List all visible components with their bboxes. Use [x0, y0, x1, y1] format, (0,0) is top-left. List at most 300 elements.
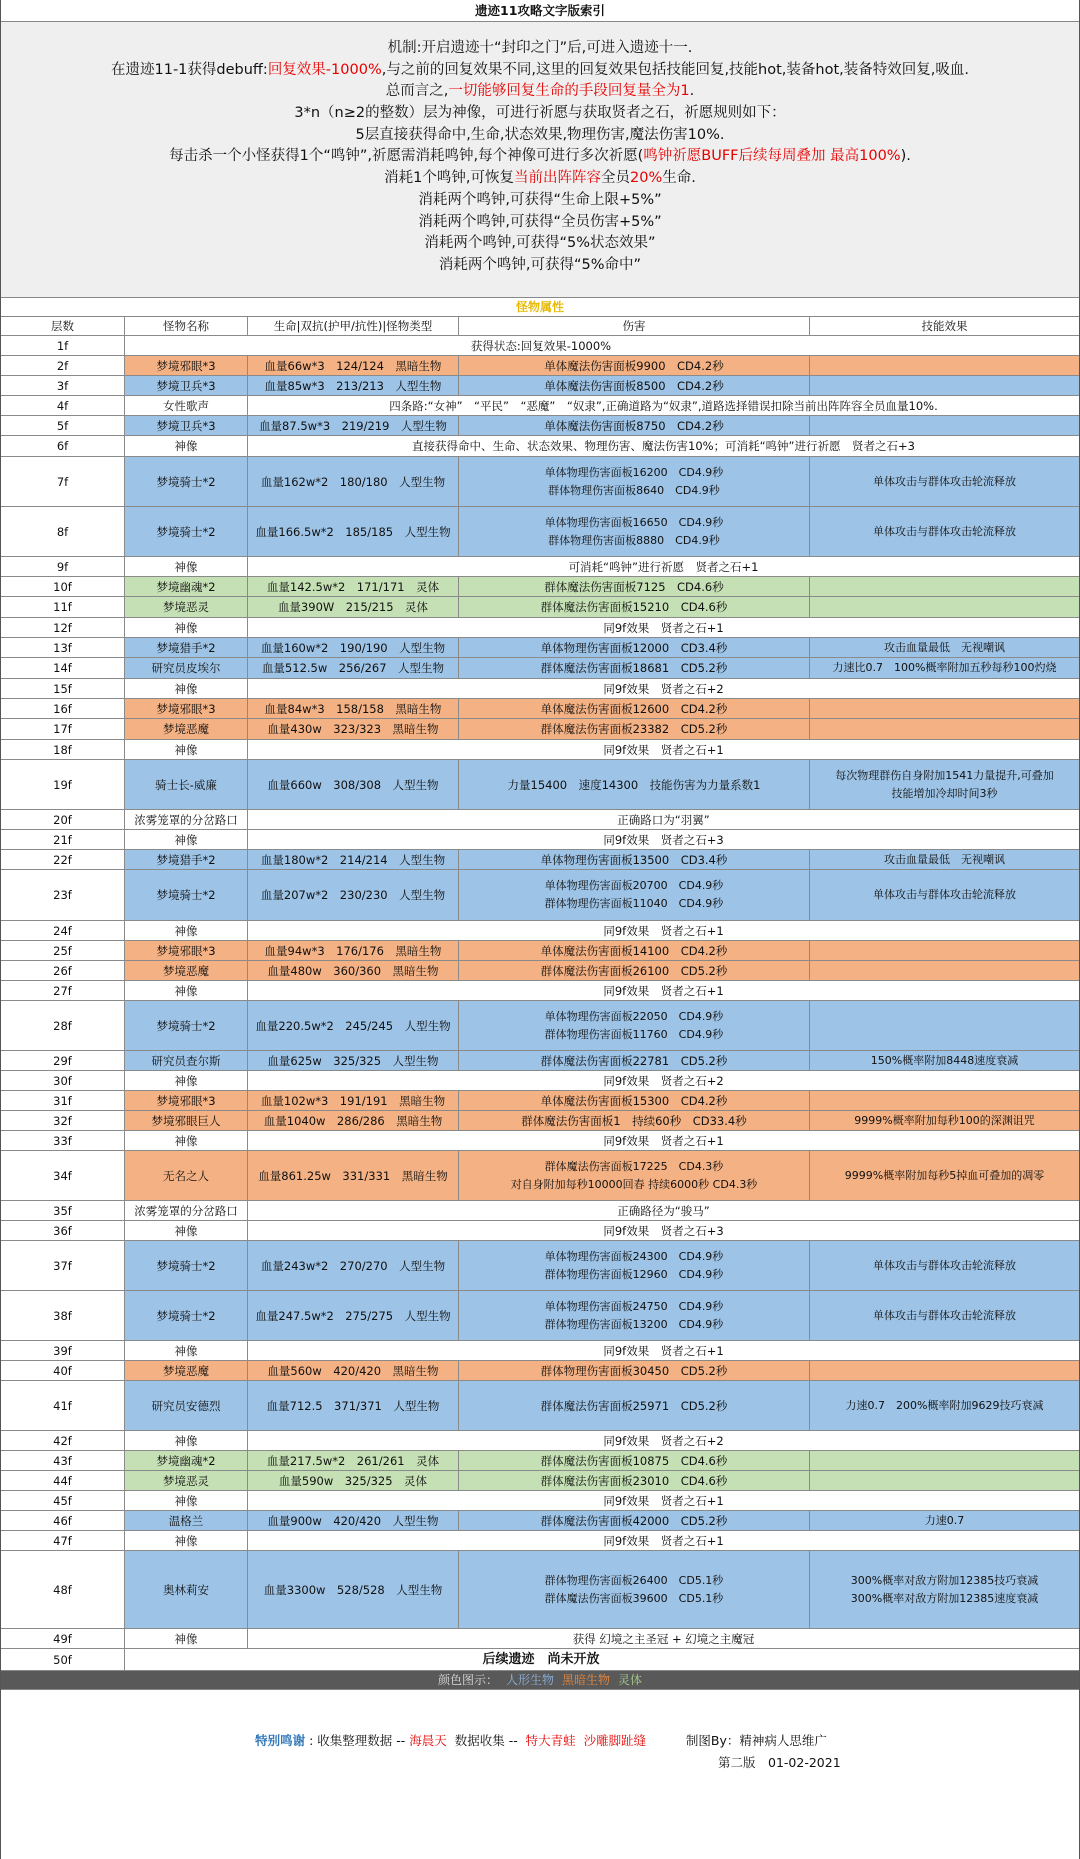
- floor-note: 同9f效果 贤者之石+1: [248, 981, 1079, 1000]
- floor-cell: 34f: [1, 1151, 125, 1200]
- floor-note: 获得 幻境之主圣冠 + 幻境之主魔冠: [248, 1629, 1079, 1648]
- header-skill: 技能效果: [921, 319, 968, 333]
- skill-line: 150%概率附加8448速度衰减: [870, 1053, 1019, 1067]
- damage-line: 群体魔法伤害面板26100 CD5.2秒: [540, 963, 728, 978]
- floor-cell: 33f: [1, 1131, 125, 1150]
- monster-table: [1, 317, 1079, 1671]
- table-row: [1, 699, 1079, 719]
- floor-cell: 14f: [1, 658, 125, 678]
- skill-line: 每次物理群伤自身附加1541力量提升,可叠加: [835, 768, 1054, 782]
- skill-cell: [810, 597, 1079, 617]
- skill-cell: [810, 356, 1079, 375]
- monster-stats: 血量480w 360/360 黑暗生物: [248, 961, 459, 980]
- intro-text: 消耗两个鸣钟,可获得“5%命中”: [438, 256, 642, 273]
- table-row: [1, 658, 1079, 679]
- skill-cell: [810, 1151, 1079, 1200]
- floor-note: 同9f效果 贤者之石+2: [248, 679, 1079, 698]
- damage-cell: [459, 850, 810, 869]
- damage-line: 群体魔法伤害面板15210 CD4.6秒: [540, 600, 728, 614]
- floor-note: 获得状态:回复效果-1000%: [125, 336, 957, 355]
- table-row: [1, 1511, 1079, 1531]
- floor-note: 同9f效果 贤者之石+2: [248, 1071, 1079, 1090]
- monster-name: 梦境骑士*2: [125, 507, 248, 556]
- floor-note: 可消耗“鸣钟”进行祈愿 贤者之石+1: [248, 557, 1079, 576]
- intro-text: 回复效果-1000%: [267, 61, 382, 78]
- skill-cell: [810, 1471, 1079, 1490]
- floor-cell: 39f: [1, 1341, 125, 1360]
- floor-note: 正确路口为“羽翼”: [248, 810, 1079, 829]
- intro-text: 5层直接获得命中,生命,状态效果,物理伤害,魔法伤害10%.: [355, 126, 725, 143]
- damage-line: 单体物理伤害面板16200 CD4.9秒: [544, 465, 724, 479]
- table-row: [1, 1051, 1079, 1071]
- monster-name: 骑士长-威廉: [125, 760, 248, 809]
- intro-text: 当前出阵阵容: [514, 170, 601, 187]
- damage-line: 群体物理伤害面板8640 CD4.9秒: [548, 483, 720, 497]
- monster-name: 神像: [125, 618, 248, 637]
- skill-line: 单体攻击与群体攻击轮流释放: [873, 524, 1016, 538]
- table-row: [1, 436, 1079, 457]
- skill-cell: [810, 1111, 1079, 1130]
- damage-line: 群体魔法伤害面板39600 CD5.1秒: [544, 1591, 724, 1605]
- floor-cell: 45f: [1, 1491, 125, 1510]
- damage-cell: [459, 1451, 810, 1470]
- skill-cell: [810, 376, 1079, 395]
- floor-cell: 5f: [1, 416, 125, 435]
- floor-cell: 29f: [1, 1051, 125, 1070]
- header-stats: 生命|双抗(护甲/抗性)|怪物类型: [248, 317, 459, 335]
- table-row: [1, 1201, 1079, 1221]
- monster-name: 神像: [125, 981, 248, 1000]
- floor-cell: 48f: [1, 1551, 125, 1628]
- damage-cell: [459, 597, 810, 617]
- damage-cell: [459, 760, 810, 809]
- floor-cell: 24f: [1, 921, 125, 940]
- floor-note: 同9f效果 贤者之石+1: [248, 921, 1079, 940]
- damage-line: 单体魔法伤害面板14100 CD4.2秒: [540, 943, 728, 958]
- floor-cell: 47f: [1, 1531, 125, 1550]
- floor-note: 同9f效果 贤者之石+3: [248, 830, 1079, 849]
- skill-cell: [810, 1241, 1079, 1290]
- skill-cell: [810, 1091, 1079, 1110]
- damage-cell: [459, 1051, 810, 1070]
- skill-cell: [810, 1381, 1079, 1430]
- table-row: [1, 396, 1079, 416]
- monster-stats: 血量102w*3 191/191 黑暗生物: [248, 1091, 459, 1110]
- table-row: [1, 679, 1079, 699]
- monster-stats: 血量66w*3 124/124 黑暗生物: [248, 356, 459, 375]
- damage-cell: [459, 961, 810, 980]
- damage-line: 单体物理伤害面板24300 CD4.9秒: [544, 1249, 724, 1263]
- damage-line: 群体物理伤害面板11040 CD4.9秒: [544, 897, 724, 910]
- intro-line: [1, 168, 1079, 190]
- damage-cell: [459, 1241, 810, 1290]
- table-row: [1, 1629, 1079, 1649]
- monster-name: 神像: [125, 740, 248, 759]
- monster-name: 梦境骑士*2: [125, 870, 248, 920]
- skill-cell: [810, 1361, 1079, 1380]
- damage-line: 群体魔法伤害面板23010 CD4.6秒: [540, 1473, 728, 1488]
- table-row: [1, 1151, 1079, 1201]
- intro-line: [1, 233, 1079, 255]
- damage-line: 对自身附加每秒10000回春 持续6000秒 CD4.3秒: [510, 1177, 758, 1191]
- damage-line: 群体物理伤害面板11760 CD4.9秒: [544, 1027, 724, 1041]
- skill-cell: [810, 961, 1079, 980]
- section-title: 怪物属性: [1, 298, 1079, 317]
- table-row: [1, 1361, 1079, 1381]
- table-row: [1, 376, 1079, 396]
- page-title: 遗迹11攻略文字版索引: [1, 0, 1079, 22]
- floor-cell: 32f: [1, 1111, 125, 1130]
- intro-line: [1, 60, 1079, 82]
- floor-cell: 9f: [1, 557, 125, 576]
- damage-line: 群体魔法伤害面板7125 CD4.6秒: [544, 579, 724, 594]
- floor-cell: 11f: [1, 597, 125, 617]
- intro-text: ).: [900, 148, 911, 165]
- table-row: [1, 1471, 1079, 1491]
- monster-stats: 血量712.5 371/371 人型生物: [248, 1381, 459, 1430]
- damage-line: 群体物理伤害面板30450 CD5.2秒: [540, 1363, 728, 1378]
- monster-stats: 血量162w*2 180/180 人型生物: [248, 457, 459, 506]
- floor-cell: 18f: [1, 740, 125, 759]
- table-row: [1, 577, 1079, 597]
- monster-stats: 血量160w*2 190/190 人型生物: [248, 638, 459, 657]
- damage-cell: [459, 1151, 810, 1200]
- monster-name: 梦境卫兵*3: [125, 416, 248, 435]
- monster-name: 梦境恶灵: [125, 597, 248, 617]
- monster-name: 神像: [125, 436, 248, 456]
- skill-line: 力速0.7 200%概率附加9629技巧衰减: [845, 1398, 1044, 1412]
- damage-line: 群体魔法伤害面板10875 CD4.6秒: [540, 1453, 728, 1468]
- monster-name: 研究员查尔斯: [125, 1051, 248, 1070]
- table-row: [1, 1091, 1079, 1111]
- monster-stats: 血量625w 325/325 人型生物: [248, 1051, 459, 1070]
- table-row: [1, 941, 1079, 961]
- floor-cell: 1f: [1, 336, 125, 355]
- floor-cell: 3f: [1, 376, 125, 395]
- floor-cell: 25f: [1, 941, 125, 960]
- monster-stats: 血量217.5w*2 261/261 灵体: [248, 1451, 459, 1470]
- table-row: [1, 416, 1079, 436]
- monster-name: 梦境邪眼*3: [125, 356, 248, 375]
- damage-line: 群体魔法伤害面板42000 CD5.2秒: [540, 1513, 728, 1528]
- damage-line: 群体魔法伤害面板1 持续60秒 CD33.4秒: [521, 1113, 747, 1128]
- intro-line: [1, 255, 1079, 277]
- edition-date: 第二版 01-02-2021: [718, 1755, 841, 1770]
- skill-line: 9999%概率附加每秒5掉血可叠加的凋零: [844, 1168, 1045, 1182]
- skill-cell: [810, 1451, 1079, 1470]
- table-row: [1, 1291, 1079, 1341]
- floor-note: 后续遗迹 尚未开放: [125, 1649, 957, 1670]
- monster-name: 神像: [125, 1629, 248, 1648]
- table-row: [1, 1131, 1079, 1151]
- monster-stats: 血量87.5w*3 219/219 人型生物: [248, 416, 459, 435]
- intro-line: [1, 81, 1079, 103]
- damage-line: 群体魔法伤害面板18681 CD5.2秒: [540, 661, 728, 675]
- skill-cell: [810, 760, 1079, 809]
- credits-line: [1, 1731, 1080, 1749]
- monster-name: 无名之人: [125, 1151, 248, 1200]
- table-row: [1, 1001, 1079, 1051]
- skill-cell: [810, 699, 1079, 718]
- floor-note: 同9f效果 贤者之石+3: [248, 1221, 1079, 1240]
- table-row: [1, 810, 1079, 830]
- monster-name: 梦境骑士*2: [125, 1001, 248, 1050]
- table-row: [1, 961, 1079, 981]
- table-row: [1, 830, 1079, 850]
- intro-text: 在遗迹11-1获得debuff:: [111, 61, 268, 78]
- floor-note: 同9f效果 贤者之石+1: [248, 1491, 1079, 1510]
- monster-name: 梦境邪眼*3: [125, 941, 248, 960]
- skill-cell: [810, 577, 1079, 596]
- monster-stats: 血量1040w 286/286 黑暗生物: [248, 1111, 459, 1130]
- monster-name: 神像: [125, 1071, 248, 1090]
- monster-name: 梦境邪眼巨人: [125, 1111, 248, 1130]
- damage-cell: [459, 507, 810, 556]
- monster-name: 神像: [125, 1341, 248, 1360]
- header-damage: 伤害: [459, 317, 810, 335]
- skill-cell: [810, 507, 1079, 556]
- table-row: [1, 760, 1079, 810]
- damage-cell: [459, 1111, 810, 1130]
- skill-cell: [810, 1001, 1079, 1050]
- floor-cell: 19f: [1, 760, 125, 809]
- skill-cell: [810, 1291, 1079, 1340]
- floor-cell: 17f: [1, 719, 125, 739]
- floor-cell: 50f: [1, 1649, 125, 1670]
- monster-stats: 血量247.5w*2 275/275 人型生物: [248, 1291, 459, 1340]
- damage-line: 单体物理伤害面板20700 CD4.9秒: [544, 879, 724, 892]
- monster-name: 梦境恶魔: [125, 1361, 248, 1380]
- monster-name: 浓雾笼罩的分岔路口: [125, 810, 248, 829]
- floor-cell: 41f: [1, 1381, 125, 1430]
- damage-line: 单体魔法伤害面板12600 CD4.2秒: [540, 701, 728, 716]
- intro-text: 全员: [601, 170, 630, 187]
- intro-text: 消耗两个鸣钟,可获得“全员伤害+5%”: [418, 213, 662, 230]
- damage-cell: [459, 638, 810, 657]
- skill-cell: [810, 1511, 1079, 1530]
- damage-line: 群体魔法伤害面板22781 CD5.2秒: [540, 1053, 728, 1068]
- credit-text: 海晨天: [409, 1733, 447, 1748]
- table-row: [1, 1071, 1079, 1091]
- monster-name: 浓雾笼罩的分岔路口: [125, 1201, 248, 1220]
- intro-text: 每击杀一个小怪获得1个“鸣钟”,祈愿需消耗鸣钟,每个神像可进行多次祈愿(: [169, 148, 644, 165]
- floor-cell: 20f: [1, 810, 125, 829]
- skill-line: 300%概率对敌方附加12385技巧衰减: [850, 1573, 1039, 1587]
- damage-cell: [459, 719, 810, 739]
- floor-cell: 28f: [1, 1001, 125, 1050]
- damage-cell: [459, 1091, 810, 1110]
- monster-stats: 血量660w 308/308 人型生物: [248, 760, 459, 809]
- floor-note: 同9f效果 贤者之石+1: [248, 740, 1079, 759]
- damage-cell: [459, 699, 810, 718]
- floor-cell: 23f: [1, 870, 125, 920]
- damage-line: 群体物理伤害面板13200 CD4.9秒: [544, 1317, 724, 1331]
- table-row: [1, 597, 1079, 618]
- damage-line: 单体魔法伤害面板15300 CD4.2秒: [540, 1093, 728, 1108]
- intro-text: 一切能够回复生命的手段回复量全为1: [448, 83, 690, 100]
- monster-stats: 血量861.25w 331/331 黑暗生物: [248, 1151, 459, 1200]
- monster-name: 神像: [125, 830, 248, 849]
- skill-cell: [810, 941, 1079, 960]
- monster-name: 神像: [125, 1531, 248, 1550]
- skill-line: 力速0.7: [924, 1513, 965, 1527]
- floor-cell: 27f: [1, 981, 125, 1000]
- monster-stats: 血量560w 420/420 黑暗生物: [248, 1361, 459, 1380]
- floor-cell: 15f: [1, 679, 125, 698]
- damage-cell: [459, 1001, 810, 1050]
- damage-line: 力量15400 速度14300 技能伤害为力量系数1: [507, 777, 761, 792]
- table-row: [1, 1111, 1079, 1131]
- floor-cell: 44f: [1, 1471, 125, 1490]
- monster-name: 梦境幽魂*2: [125, 1451, 248, 1470]
- skill-line: 攻击血量最低 无视嘲讽: [884, 852, 1005, 866]
- monster-name: 梦境恶魔: [125, 719, 248, 739]
- damage-cell: [459, 1551, 810, 1628]
- monster-name: 梦境猎手*2: [125, 850, 248, 869]
- floor-cell: 37f: [1, 1241, 125, 1290]
- intro-text: 机制:开启遗迹十“封印之门”后,可进入遗迹十一.: [387, 40, 693, 56]
- damage-line: 单体物理伤害面板12000 CD3.4秒: [540, 640, 728, 655]
- monster-stats: 血量430w 323/323 黑暗生物: [248, 719, 459, 739]
- monster-name: 梦境恶灵: [125, 1471, 248, 1490]
- damage-cell: [459, 870, 810, 920]
- skill-cell: [810, 416, 1079, 435]
- monster-stats: 血量590w 325/325 灵体: [248, 1471, 459, 1490]
- intro-text: 3*n（n≥2的整数）层为神像，可进行祈愿与获取贤者之石，祈愿规则如下：: [294, 105, 786, 122]
- monster-name: 梦境恶魔: [125, 961, 248, 980]
- table-row: [1, 336, 1079, 356]
- monster-stats: 血量220.5w*2 245/245 人型生物: [248, 1001, 459, 1050]
- monster-name: 梦境猎手*2: [125, 638, 248, 657]
- intro-text: 消耗1个鸣钟,可恢复: [384, 170, 514, 187]
- floor-note: 四条路:“女神” “平民” “恶魔” “奴隶”,正确道路为“奴隶”,道路选择错误扣除当前出阵阵容全员血量10%.: [248, 396, 1079, 415]
- legend-item-blue: 人形生物: [505, 1673, 554, 1687]
- table-row: [1, 981, 1079, 1001]
- damage-cell: [459, 416, 810, 435]
- damage-line: 群体魔法伤害面板25971 CD5.2秒: [540, 1398, 728, 1413]
- damage-cell: [459, 356, 810, 375]
- monster-stats: 血量512.5w 256/267 人型生物: [248, 658, 459, 678]
- skill-line: 技能增加冷却时间3秒: [891, 786, 998, 800]
- monster-name: 神像: [125, 921, 248, 940]
- intro-line: [1, 146, 1079, 168]
- mechanics-intro: [1, 22, 1079, 298]
- intro-text: ,与之前的回复效果不同,这里的回复效果包括技能回复,技能hot,装备hot,装备特效回复,吸血.: [381, 61, 969, 78]
- floor-cell: 43f: [1, 1451, 125, 1470]
- skill-cell: [810, 638, 1079, 657]
- floor-cell: 38f: [1, 1291, 125, 1340]
- table-row: [1, 1551, 1079, 1629]
- monster-stats: 血量3300w 528/528 人型生物: [248, 1551, 459, 1628]
- credit-text: 特大青蛙: [525, 1733, 576, 1748]
- damage-cell: [459, 1291, 810, 1340]
- damage-cell: [459, 577, 810, 596]
- damage-cell: [459, 1381, 810, 1430]
- intro-text: 消耗两个鸣钟,可获得“生命上限+5%”: [418, 191, 662, 208]
- credit-text: 沙雕脚趾缝: [583, 1733, 647, 1748]
- monster-name: 神像: [125, 1221, 248, 1240]
- monster-name: 研究员皮埃尔: [125, 658, 248, 678]
- damage-line: 群体物理伤害面板26400 CD5.1秒: [544, 1573, 724, 1587]
- credit-text: : 收集整理数据 --: [305, 1733, 410, 1748]
- table-row: [1, 638, 1079, 658]
- damage-cell: [459, 1511, 810, 1530]
- skill-line: 单体攻击与群体攻击轮流释放: [873, 888, 1016, 901]
- floor-note: 同9f效果 贤者之石+1: [248, 1531, 1079, 1550]
- monster-name: 神像: [125, 1491, 248, 1510]
- damage-cell: [459, 457, 810, 506]
- damage-line: 单体物理伤害面板13500 CD3.4秒: [540, 852, 728, 867]
- table-header: [1, 317, 1079, 336]
- monster-stats: 血量84w*3 158/158 黑暗生物: [248, 699, 459, 718]
- monster-name: 女性歌声: [125, 396, 248, 415]
- floor-cell: 46f: [1, 1511, 125, 1530]
- intro-line: [1, 125, 1079, 147]
- damage-cell: [459, 1361, 810, 1380]
- table-row: [1, 557, 1079, 577]
- monster-name: 神像: [125, 679, 248, 698]
- header-floor: 层数: [1, 317, 125, 335]
- damage-cell: [459, 658, 810, 678]
- floor-cell: 49f: [1, 1629, 125, 1648]
- floor-cell: 8f: [1, 507, 125, 556]
- floor-cell: 21f: [1, 830, 125, 849]
- floor-cell: 6f: [1, 436, 125, 456]
- monster-name: 研究员安德烈: [125, 1381, 248, 1430]
- monster-name: 梦境邪眼*3: [125, 1091, 248, 1110]
- floor-cell: 40f: [1, 1361, 125, 1380]
- intro-line: [1, 38, 1079, 60]
- monster-stats: 血量243w*2 270/270 人型生物: [248, 1241, 459, 1290]
- floor-cell: 31f: [1, 1091, 125, 1110]
- intro-line: [1, 212, 1079, 234]
- floor-note: 直接获得命中、生命、状态效果、物理伤害、魔法伤害10%；可消耗“鸣钟”进行祈愿 贤者之石+3: [248, 436, 1079, 456]
- table-row: [1, 457, 1079, 507]
- skill-line: 攻击血量最低 无视嘲讽: [884, 640, 1005, 654]
- table-row: [1, 1431, 1079, 1451]
- damage-cell: [459, 1471, 810, 1490]
- monster-name: 梦境骑士*2: [125, 1291, 248, 1340]
- monster-stats: 血量390W 215/215 灵体: [248, 597, 459, 617]
- floor-cell: 42f: [1, 1431, 125, 1450]
- monster-stats: 血量94w*3 176/176 黑暗生物: [248, 941, 459, 960]
- table-row: [1, 1451, 1079, 1471]
- monster-name: 梦境邪眼*3: [125, 699, 248, 718]
- thanks-label: 特别鸣谢: [255, 1733, 306, 1748]
- skill-cell: [810, 457, 1079, 506]
- floor-note: 同9f效果 贤者之石+1: [248, 618, 1079, 637]
- monster-name: 神像: [125, 1131, 248, 1150]
- color-legend: [1, 1671, 1079, 1690]
- intro-text: 总而言之,: [385, 83, 449, 100]
- damage-line: 群体物理伤害面板8880 CD4.9秒: [548, 533, 720, 547]
- damage-line: 单体物理伤害面板22050 CD4.9秒: [544, 1009, 724, 1023]
- damage-cell: [459, 941, 810, 960]
- header-monster: 怪物名称: [125, 317, 248, 335]
- skill-cell: [810, 719, 1079, 739]
- table-row: [1, 1491, 1079, 1511]
- table-row: [1, 356, 1079, 376]
- damage-line: 单体魔法伤害面板9900 CD4.2秒: [544, 358, 724, 373]
- floor-note: 同9f效果 贤者之石+2: [248, 1431, 1079, 1450]
- legend-item-orange: 黑暗生物: [562, 1673, 611, 1687]
- table-row: [1, 921, 1079, 941]
- intro-text: 鸣钟祈愿BUFF后续每周叠加 最高100%: [643, 148, 901, 165]
- monster-name: 梦境卫兵*3: [125, 376, 248, 395]
- floor-cell: 16f: [1, 699, 125, 718]
- table-row: [1, 1241, 1079, 1291]
- floor-note: 正确路径为“骏马”: [248, 1201, 1079, 1220]
